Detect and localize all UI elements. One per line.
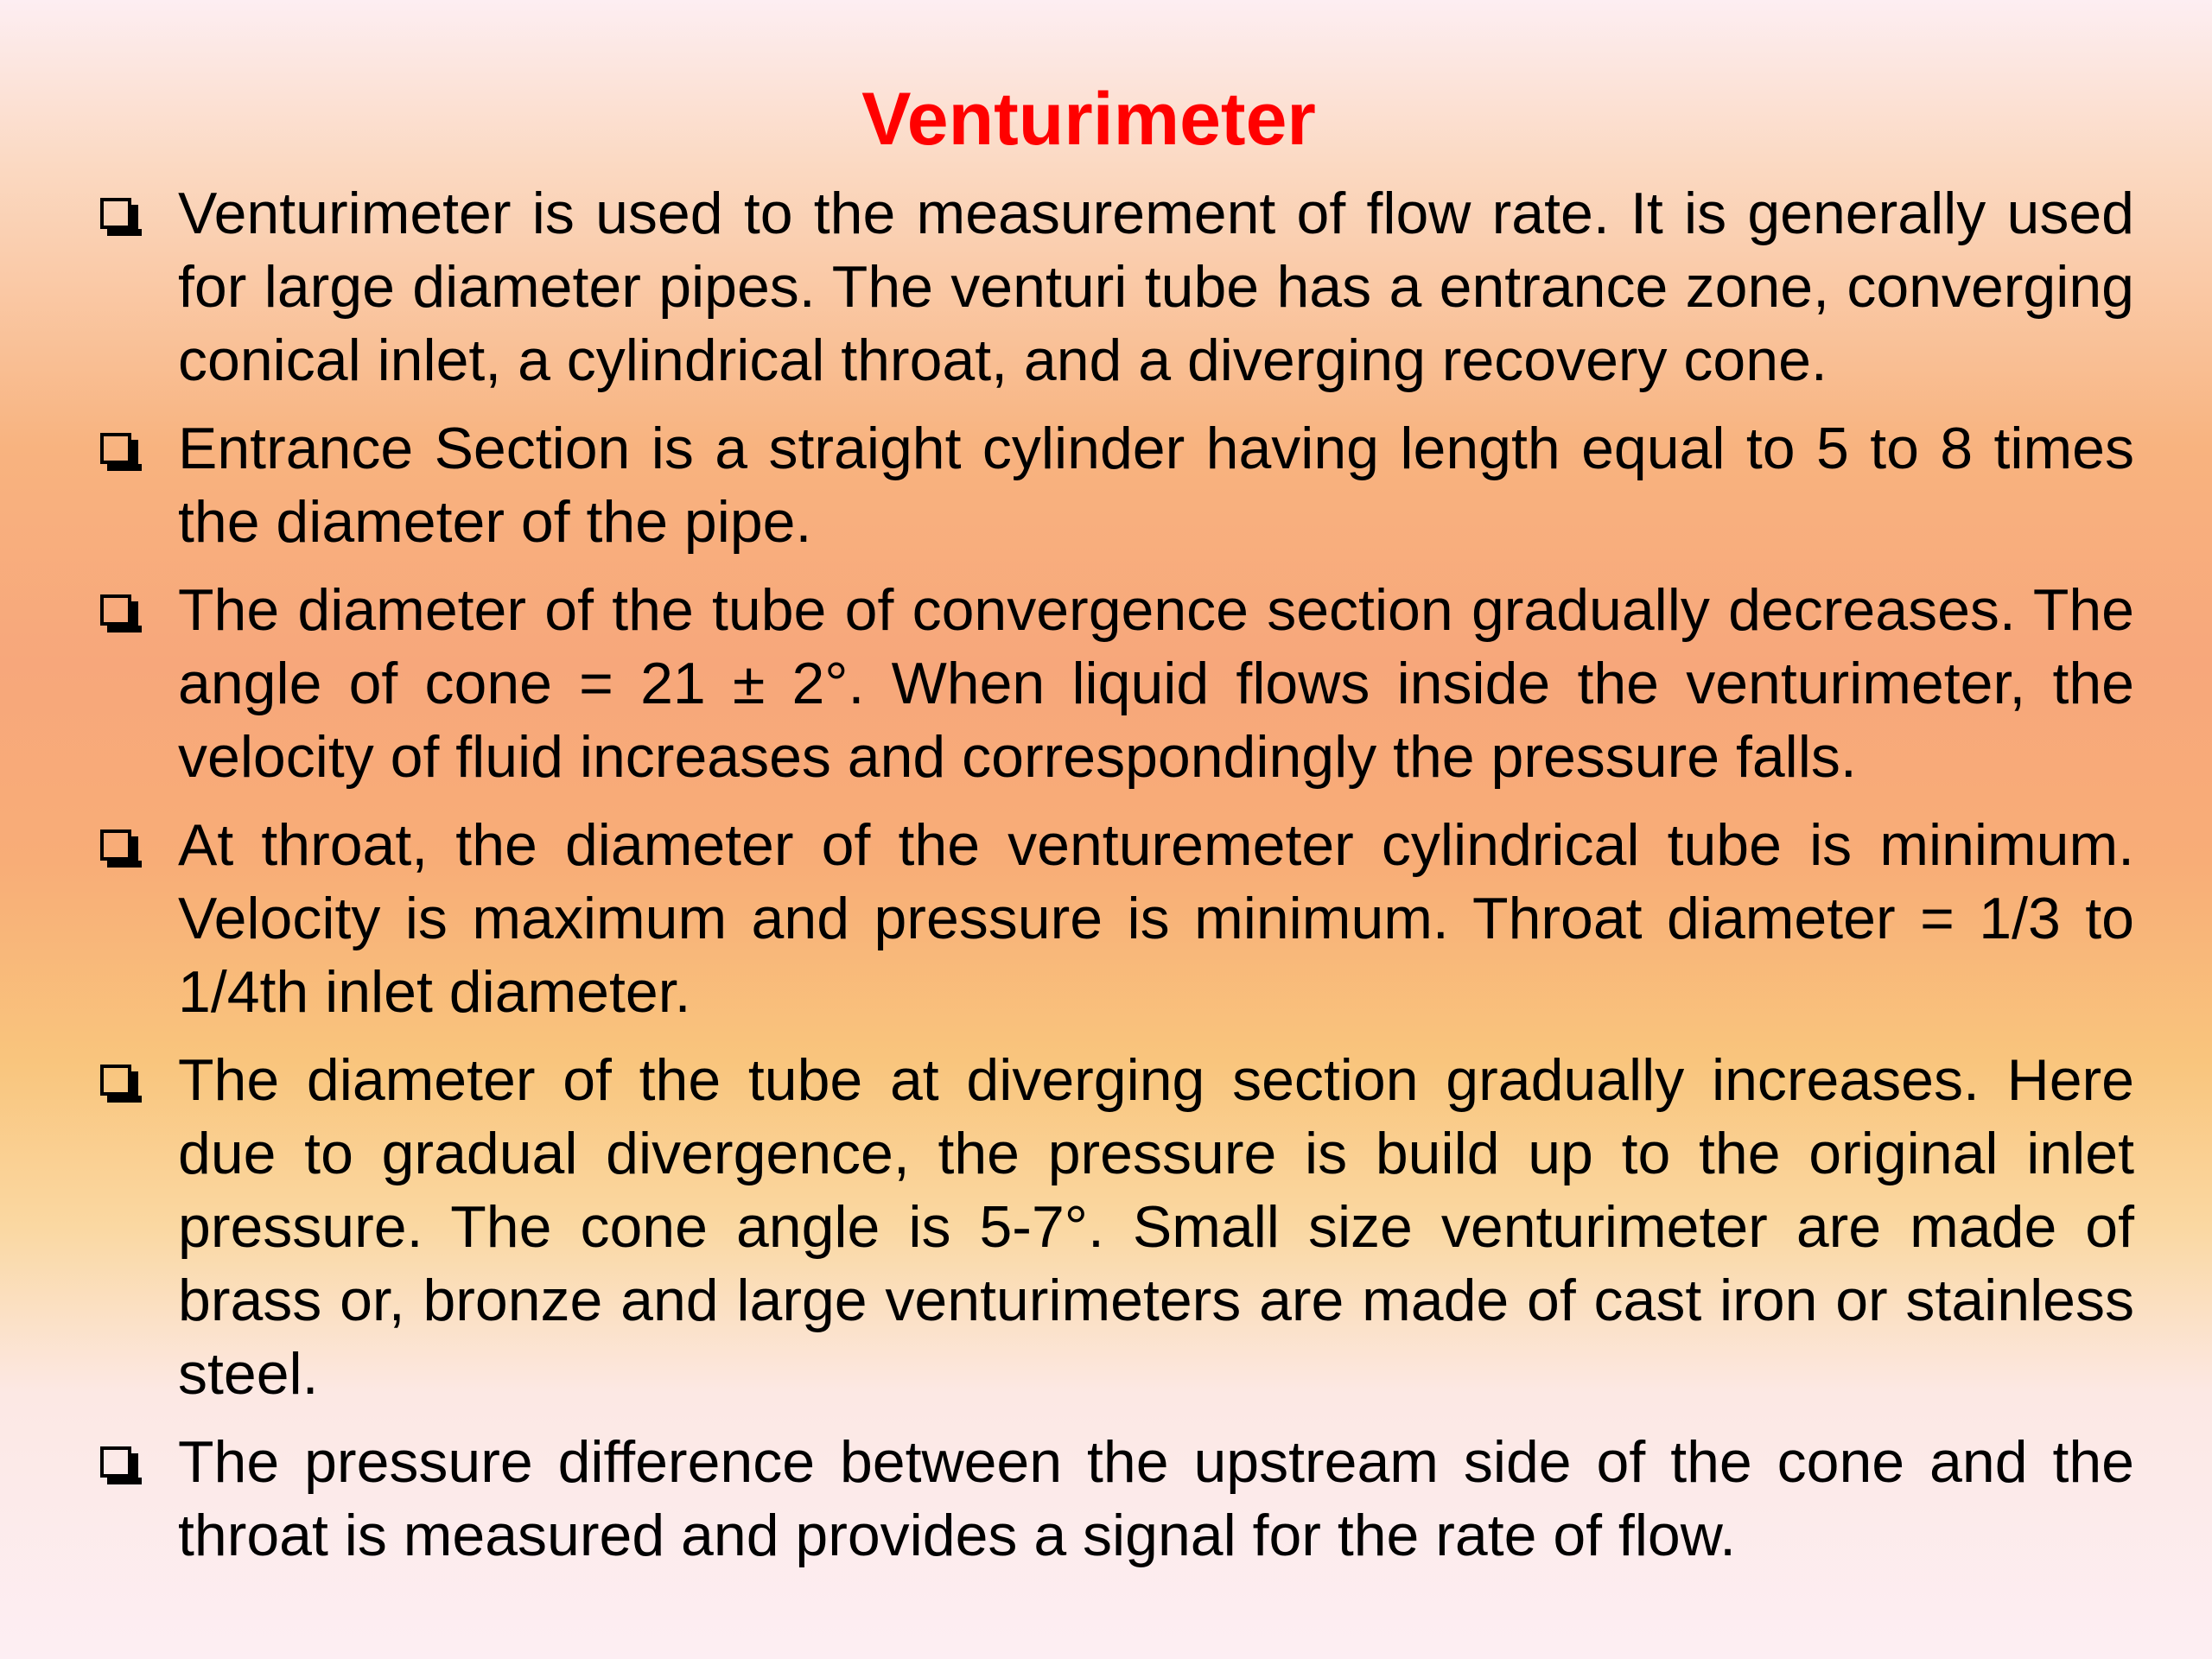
bullet-text: The pressure difference between the upstream side of the cone and the throat is measured and provides a signal for the rate of flow. (178, 1429, 2134, 1568)
bullet-item (95, 574, 2134, 794)
bullet-item (95, 1044, 2134, 1411)
bullet-text: The diameter of the tube of convergence section gradually decreases. The angle of cone = 21 ± 2°. When liquid flows inside the venturimeter, the velocity of fluid increases and correspondingly the pressure falls. (178, 577, 2134, 790)
checkbox-bullet-icon (100, 1446, 131, 1478)
bullet-item (95, 177, 2134, 397)
bullet-text: At throat, the diameter of the venturemeter cylindrical tube is minimum. Velocity is maximum and pressure is minimum. Throat diameter = 1/3 to 1/4th inlet diameter. (178, 812, 2134, 1025)
bullet-item (95, 809, 2134, 1029)
checkbox-bullet-icon (100, 433, 131, 464)
bullet-text: The diameter of the tube at diverging section gradually increases. Here due to gradual divergence, the pressure is build up to the original inlet pressure. The cone angle is 5-7°. Small size venturimeter are made of brass or, bronze and large venturimeters are made of cast iron or stainless steel. (178, 1047, 2134, 1407)
slide-title: Venturimeter (861, 78, 1316, 161)
checkbox-bullet-icon (100, 830, 131, 861)
bullet-item (95, 412, 2134, 559)
bullet-item (95, 1426, 2134, 1573)
checkbox-bullet-icon (100, 198, 131, 229)
checkbox-bullet-icon (100, 1065, 131, 1096)
checkbox-bullet-icon (100, 594, 131, 626)
bullet-text: Venturimeter is used to the measurement of flow rate. It is generally used for large diameter pipes. The venturi tube has a entrance zone, converging conical inlet, a cylindrical throat, and a diverging recovery cone. (178, 181, 2134, 393)
bullet-text: Entrance Section is a straight cylinder having length equal to 5 to 8 times the diameter of the pipe. (178, 416, 2134, 555)
bullet-list (95, 177, 2134, 1587)
